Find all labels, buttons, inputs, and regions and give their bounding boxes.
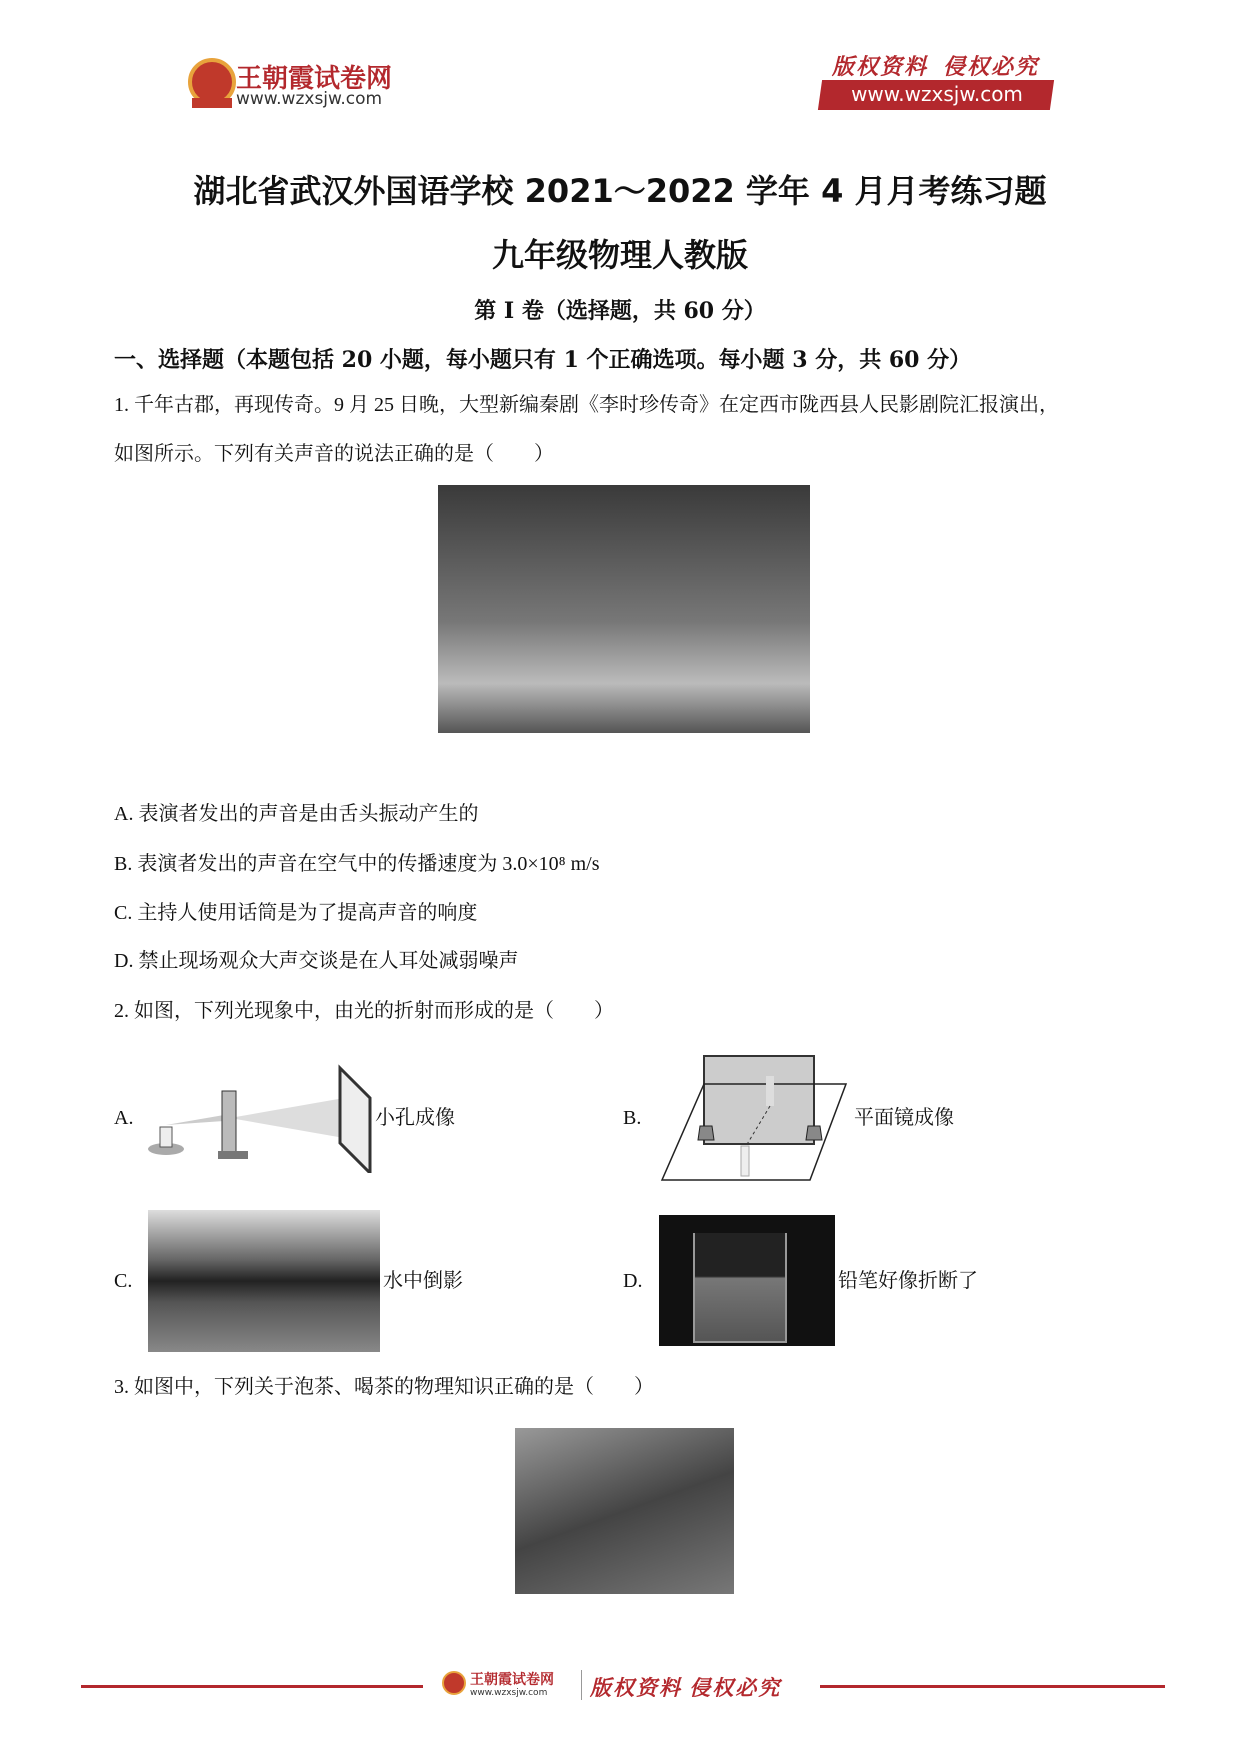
exam-title: 湖北省武汉外国语学校 2021～2022 学年 4 月月考练习题 xyxy=(193,172,1047,210)
tea-set-photo xyxy=(515,1428,734,1594)
pencil-in-water-photo xyxy=(659,1215,835,1346)
footer-rule-left xyxy=(81,1685,423,1688)
copyright-slogan: 版权资料 侵权必究 xyxy=(832,54,1040,79)
brand-name: 王朝霞试卷网 xyxy=(236,64,393,94)
footer-rule-right xyxy=(820,1685,1165,1688)
option-b-caption: 平面镜成像 xyxy=(854,1107,954,1129)
option-a-caption: 小孔成像 xyxy=(375,1107,455,1129)
brand-logo xyxy=(184,56,244,112)
question-1-option-c: C. 主持人使用话筒是为了提高声音的响度 xyxy=(114,902,478,924)
footer-emblem-icon xyxy=(441,1670,467,1700)
question-1-stem: 1. 千年古郡，再现传奇。9 月 25 日晚，大型新编秦剧《李时珍传奇》在定西市陇西县人民影剧院汇报演出， xyxy=(114,394,1059,416)
footer-slogan: 版权资料 侵权必究 xyxy=(590,1676,782,1700)
option-d-letter: D. xyxy=(623,1270,643,1292)
option-d-caption: 铅笔好像折断了 xyxy=(838,1270,978,1292)
bridge-reflection-photo xyxy=(148,1210,380,1352)
stamp-url[interactable]: www.wzxsjw.com xyxy=(851,82,1023,106)
volume-heading: 第 I 卷（选择题，共 60 分） xyxy=(474,298,766,324)
question-3-stem: 3. 如图中，下列关于泡茶、喝茶的物理知识正确的是（ ） xyxy=(114,1376,654,1398)
footer-brand-url[interactable]: www.wzxsjw.com xyxy=(470,1688,548,1698)
question-1-stem-cont: 如图所示。下列有关声音的说法正确的是（ ） xyxy=(114,443,554,465)
option-c-caption: 水中倒影 xyxy=(383,1270,463,1292)
exam-subtitle: 九年级物理人教版 xyxy=(491,236,748,274)
brand-url[interactable]: www.wzxsjw.com xyxy=(236,89,383,109)
footer-brand-name: 王朝霞试卷网 xyxy=(470,1672,554,1688)
option-c-letter: C. xyxy=(114,1270,133,1292)
question-1-option-a: A. 表演者发出的声音是由舌头振动产生的 xyxy=(114,803,479,825)
question-2-stem: 2. 如图，下列光现象中，由光的折射而形成的是（ ） xyxy=(114,1000,614,1022)
footer-divider xyxy=(581,1670,582,1700)
brand-emblem-icon xyxy=(184,56,240,112)
opera-stage-photo xyxy=(438,485,810,733)
section-heading: 一、选择题（本题包括 20 小题，每小题只有 1 个正确选项。每小题 3 分，共 60 分） xyxy=(114,347,972,373)
option-a-letter: A. xyxy=(114,1107,134,1129)
question-1-option-d: D. 禁止现场观众大声交谈是在人耳处减弱噪声 xyxy=(114,950,519,972)
question-1-option-b: B. 表演者发出的声音在空气中的传播速度为 3.0×10⁸ m/s xyxy=(114,853,600,875)
pinhole-camera-diagram xyxy=(144,1063,374,1173)
option-b-letter: B. xyxy=(623,1107,642,1129)
plane-mirror-diagram xyxy=(660,1054,852,1182)
